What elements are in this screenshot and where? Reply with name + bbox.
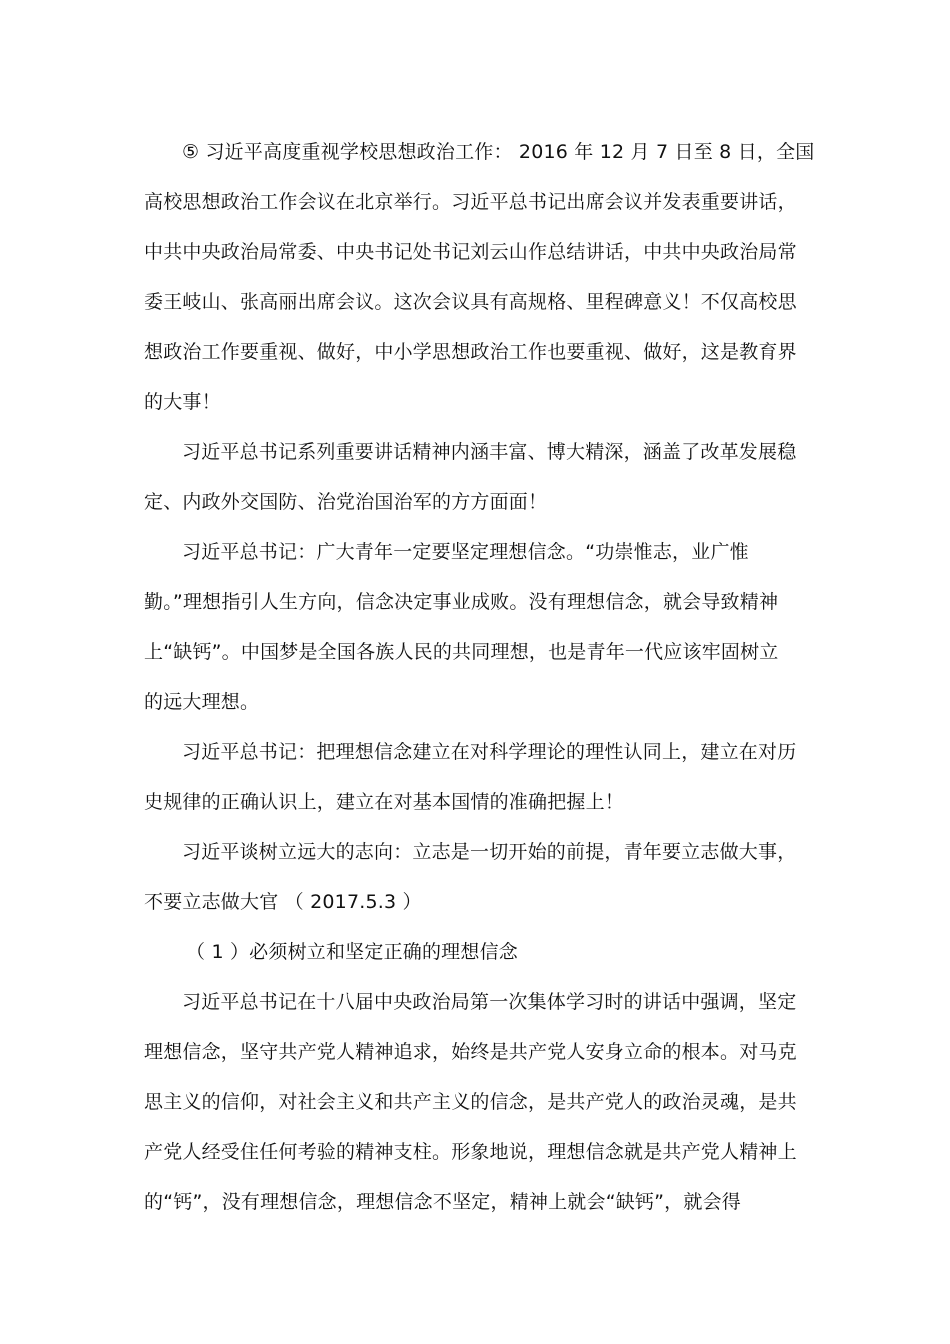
paragraph-line: 习近平谈树立远大的志向：立志是一切开始的前提，青年要立志做大事， [182,841,797,863]
paragraph-line: 高校思想政治工作会议在北京举行。习近平总书记出席会议并发表重要讲话， [144,191,797,213]
paragraph-line: 不要立志做大官 （ 2017.5.3 ） [144,891,422,913]
paragraph-line: ⑤ 习近平高度重视学校思想政治工作： 2016 年 12 月 7 日至 8 日，全国 [182,141,815,163]
paragraph-line: 习近平总书记在十八届中央政治局第一次集体学习时的讲话中强调，坚定 [182,991,797,1013]
paragraph-line: 习近平总书记：把理想信念建立在对科学理论的理性认同上，建立在对历 [182,741,797,763]
paragraph-line: 产党人经受住任何考验的精神支柱。形象地说，理想信念就是共产党人精神上 [144,1141,797,1163]
section-heading: （ 1 ）必须树立和坚定正确的理想信念 [186,941,518,963]
paragraph-line: 的大事！ [144,391,221,413]
paragraph-line: 想政治工作要重视、做好，中小学思想政治工作也要重视、做好，这是教育界 [144,341,797,363]
paragraph-line: 的“钙”，没有理想信念，理想信念不坚定，精神上就会“缺钙”，就会得 [144,1191,741,1213]
paragraph-line: 上“缺钙”。中国梦是全国各族人民的共同理想，也是青年一代应该牢固树立 [144,641,779,663]
paragraph-line: 思主义的信仰，对社会主义和共产主义的信念，是共产党人的政治灵魂，是共 [144,1091,797,1113]
paragraph-line: 理想信念，坚守共产党人精神追求，始终是共产党人安身立命的根本。对马克 [144,1041,797,1063]
paragraph-line: 史规律的正确认识上，建立在对基本国情的准确把握上！ [144,791,625,813]
paragraph-line: 习近平总书记系列重要讲话精神内涵丰富、博大精深，涵盖了改革发展稳 [182,441,797,463]
paragraph-line: 委王岐山、张高丽出席会议。这次会议具有高规格、里程碑意义！不仅高校思 [144,291,797,313]
paragraph-line: 的远大理想。 [144,691,260,713]
paragraph-line: 勤。”理想指引人生方向，信念决定事业成败。没有理想信念，就会导致精神 [144,591,779,613]
document-body [144,127,815,1227]
paragraph-line: 中共中央政治局常委、中央书记处书记刘云山作总结讲话，中共中央政治局常 [144,241,797,263]
paragraph-line: 定、内政外交国防、治党治国治军的方方面面！ [144,491,548,513]
paragraph-line: 习近平总书记：广大青年一定要坚定理想信念。“功崇惟志，业广惟 [182,541,749,563]
